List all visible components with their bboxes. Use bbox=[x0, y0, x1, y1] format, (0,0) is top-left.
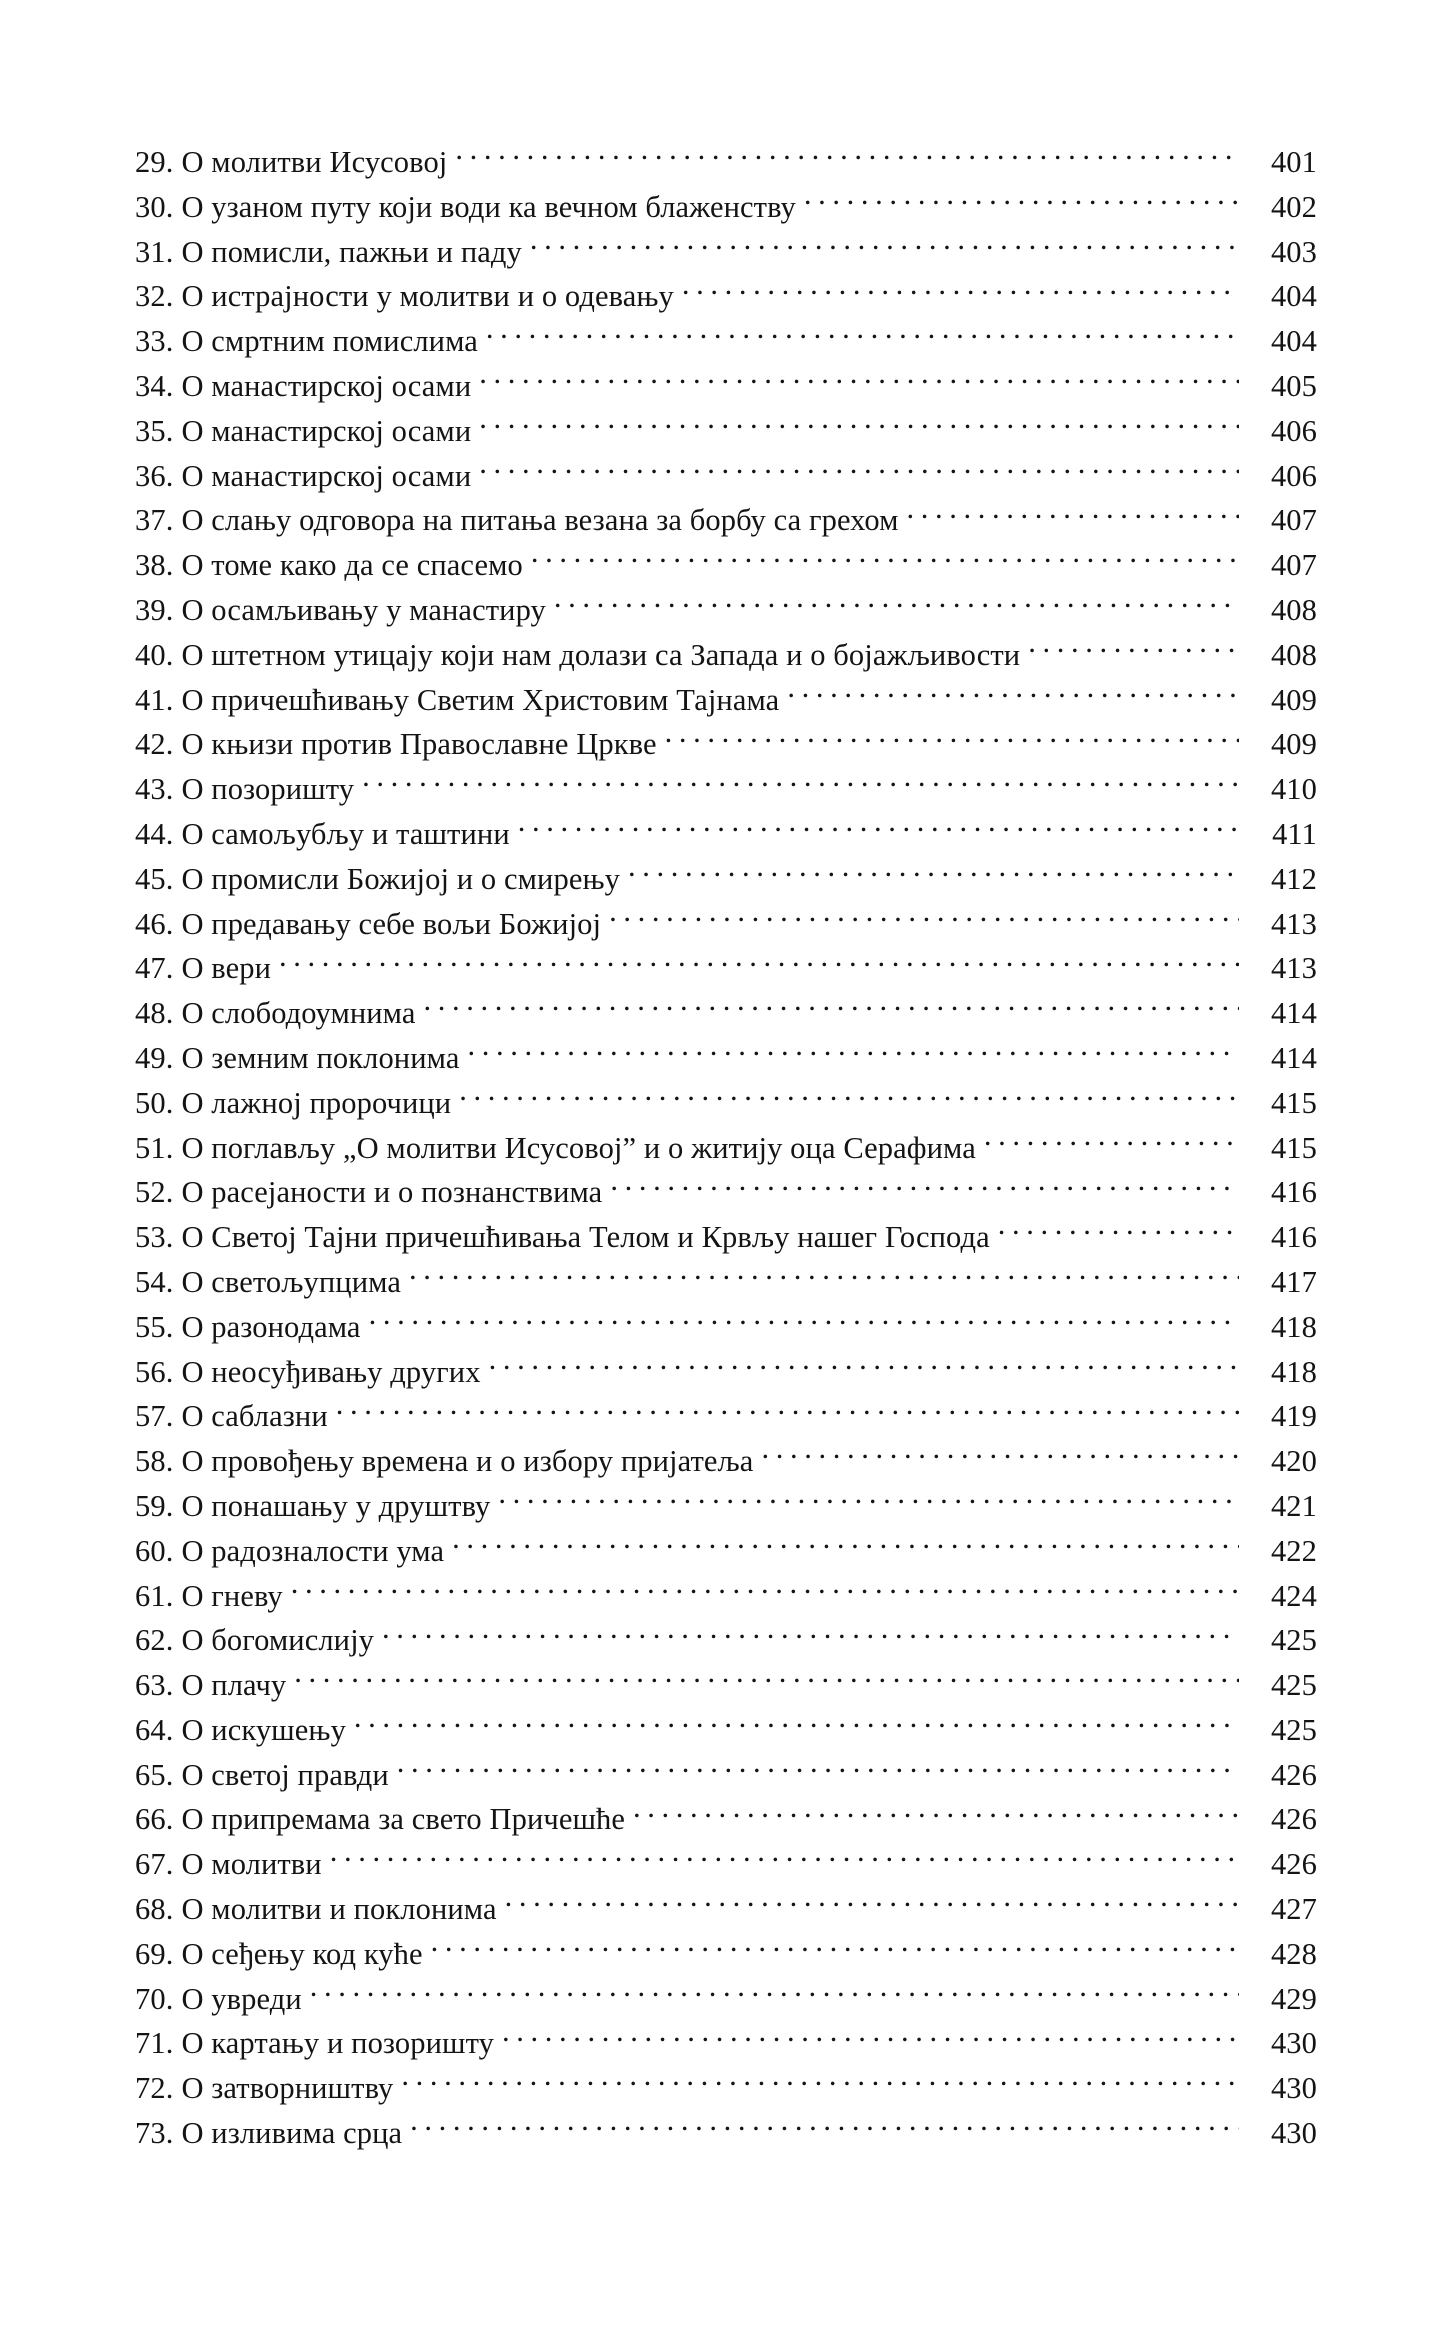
toc-entry-page-number: 426 bbox=[1270, 1802, 1317, 1837]
toc-leader-dots bbox=[431, 1933, 1239, 1964]
toc-entry-number: 31. bbox=[135, 234, 174, 269]
toc-leader-dots bbox=[610, 1172, 1239, 1203]
toc-leader-dots bbox=[479, 410, 1239, 441]
toc-entry[interactable] bbox=[135, 1708, 1317, 1753]
toc-entry-number: 66. bbox=[135, 1802, 174, 1837]
toc-entry[interactable] bbox=[135, 857, 1317, 902]
toc-entry-page-number: 429 bbox=[1270, 1981, 1317, 2016]
toc-entry-page-number: 412 bbox=[1270, 861, 1317, 896]
toc-entry-page-number: 416 bbox=[1270, 1175, 1317, 1210]
toc-entry-title: О манастирској осами bbox=[181, 368, 472, 403]
toc-leader-dots bbox=[665, 724, 1239, 755]
toc-entry[interactable] bbox=[135, 1081, 1317, 1126]
toc-entry-title: О увреди bbox=[181, 1981, 302, 2016]
toc-entry[interactable] bbox=[135, 1305, 1317, 1350]
toc-entry-title: О узаном путу који води ка вечном блаженству bbox=[181, 189, 796, 224]
toc-leader-dots bbox=[628, 858, 1239, 889]
toc-leader-dots bbox=[787, 679, 1239, 710]
toc-entry-title: О картању и позоришту bbox=[181, 2026, 494, 2061]
toc-entry-page-number: 426 bbox=[1270, 1757, 1317, 1792]
toc-entry-title: О поглављу „О молитви Исусовој” и о житију оца Серафима bbox=[181, 1130, 976, 1165]
toc-leader-dots bbox=[330, 1844, 1239, 1875]
toc-entry-number: 55. bbox=[135, 1309, 174, 1344]
toc-entry-number: 62. bbox=[135, 1623, 174, 1658]
toc-entry-number: 35. bbox=[135, 413, 174, 448]
toc-leader-dots bbox=[502, 2023, 1239, 2054]
toc-leader-dots bbox=[682, 276, 1239, 307]
toc-entry-title: О слободоумнима bbox=[181, 996, 416, 1031]
toc-entry-number: 58. bbox=[135, 1444, 174, 1479]
toc-leader-dots bbox=[336, 1396, 1239, 1427]
toc-entry[interactable] bbox=[135, 1484, 1317, 1529]
toc-entry[interactable] bbox=[135, 1126, 1317, 1171]
toc-entry-number: 50. bbox=[135, 1085, 174, 1120]
toc-leader-dots bbox=[998, 1217, 1239, 1248]
toc-entry[interactable] bbox=[135, 2021, 1317, 2066]
toc-entry-number: 45. bbox=[135, 861, 174, 896]
toc-entry-title: О неосуђивању других bbox=[181, 1354, 481, 1389]
toc-entry-number: 71. bbox=[135, 2026, 174, 2061]
toc-entry-page-number: 415 bbox=[1270, 1085, 1317, 1120]
toc-entry[interactable] bbox=[135, 1394, 1317, 1439]
toc-entry-page-number: 409 bbox=[1270, 682, 1317, 717]
toc-entry-number: 43. bbox=[135, 772, 174, 807]
toc-entry[interactable] bbox=[135, 678, 1317, 723]
toc-entry-page-number: 430 bbox=[1270, 2116, 1317, 2151]
toc-leader-dots bbox=[761, 1441, 1239, 1472]
toc-entry-title: О Светој Тајни причешћивања Телом и Крвљу нашег Господа bbox=[181, 1220, 990, 1255]
toc-entry-number: 73. bbox=[135, 2116, 174, 2151]
toc-entry-number: 70. bbox=[135, 1981, 174, 2016]
toc-entry-title: О томе како да се спасемо bbox=[181, 548, 523, 583]
toc-leader-dots bbox=[505, 1889, 1239, 1920]
toc-entry[interactable] bbox=[135, 1618, 1317, 1663]
toc-entry-number: 63. bbox=[135, 1668, 174, 1703]
toc-leader-dots bbox=[554, 589, 1239, 620]
toc-entry[interactable] bbox=[135, 1753, 1317, 1798]
toc-entry-title: О молитви Исусовој bbox=[181, 145, 448, 179]
toc-entry-number: 56. bbox=[135, 1354, 174, 1389]
toc-entry-number: 40. bbox=[135, 637, 174, 672]
toc-entry-title: О саблазни bbox=[181, 1399, 328, 1434]
toc-entry-title: О сеђењу код куће bbox=[181, 1936, 423, 1971]
toc-entry-page-number: 407 bbox=[1270, 503, 1317, 538]
toc-entry-page-number: 426 bbox=[1270, 1847, 1317, 1882]
toc-entry-number: 46. bbox=[135, 906, 174, 941]
toc-entry-page-number: 407 bbox=[1270, 548, 1317, 583]
toc-entry-title: О гневу bbox=[181, 1578, 283, 1613]
toc-entry-page-number: 414 bbox=[1270, 1040, 1317, 1075]
toc-entry[interactable] bbox=[135, 1529, 1317, 1574]
toc-entry-page-number: 428 bbox=[1270, 1936, 1317, 1971]
toc-entry[interactable] bbox=[135, 364, 1317, 409]
toc-entry-page-number: 419 bbox=[1270, 1399, 1317, 1434]
toc-leader-dots bbox=[291, 1575, 1239, 1606]
toc-leader-dots bbox=[907, 500, 1239, 531]
toc-entry-page-number: 413 bbox=[1270, 906, 1317, 941]
toc-leader-dots bbox=[518, 813, 1239, 844]
toc-entry-page-number: 413 bbox=[1270, 951, 1317, 986]
toc-entry-page-number: 425 bbox=[1270, 1712, 1317, 1747]
toc-entry-number: 42. bbox=[135, 727, 174, 762]
toc-entry-page-number: 414 bbox=[1270, 996, 1317, 1031]
toc-leader-dots bbox=[354, 1709, 1239, 1740]
toc-entry-page-number: 421 bbox=[1270, 1488, 1317, 1523]
toc-entry[interactable] bbox=[135, 543, 1317, 588]
toc-entry-title: О осамљивању у манастиру bbox=[181, 592, 546, 627]
toc-entry-title: О помисли, пажњи и паду bbox=[181, 234, 522, 269]
toc-entry-number: 32. bbox=[135, 279, 174, 314]
toc-entry[interactable] bbox=[135, 902, 1317, 947]
toc-entry-page-number: 425 bbox=[1270, 1668, 1317, 1703]
toc-entry-page-number: 422 bbox=[1270, 1533, 1317, 1568]
toc-entry-number: 33. bbox=[135, 324, 174, 359]
toc-entry-page-number: 405 bbox=[1270, 368, 1317, 403]
toc-leader-dots bbox=[479, 365, 1239, 396]
toc-entry-title: О штетном утицају који нам долази са Запада и о бојажљивости bbox=[181, 637, 1021, 672]
toc-entry-number: 72. bbox=[135, 2071, 174, 2106]
toc-entry-title: О богомислију bbox=[181, 1623, 375, 1658]
toc-entry-page-number: 424 bbox=[1270, 1578, 1317, 1613]
toc-leader-dots bbox=[424, 993, 1239, 1024]
toc-entry-page-number: 418 bbox=[1270, 1309, 1317, 1344]
toc-entry-page-number: 409 bbox=[1270, 727, 1317, 762]
toc-entry-title: О позоришту bbox=[181, 772, 355, 807]
toc-entry-title: О радозналости ума bbox=[181, 1533, 445, 1568]
toc-leader-dots bbox=[401, 2068, 1239, 2099]
toc-entry-number: 44. bbox=[135, 816, 174, 851]
toc-entry-page-number: 408 bbox=[1270, 592, 1317, 627]
toc-leader-dots bbox=[382, 1620, 1239, 1651]
toc-leader-dots bbox=[1028, 634, 1239, 665]
toc-entry-title: О припремама за свето Причешће bbox=[181, 1802, 626, 1837]
toc-entry-number: 52. bbox=[135, 1175, 174, 1210]
toc-entry-title: О промисли Божијој и о смирењу bbox=[181, 861, 620, 896]
toc-entry-title: О земним поклонима bbox=[181, 1040, 460, 1075]
toc-entry[interactable] bbox=[135, 1663, 1317, 1708]
toc-entry[interactable] bbox=[135, 185, 1317, 230]
toc-entry-title: О искушењу bbox=[181, 1712, 346, 1747]
toc-entry[interactable] bbox=[135, 812, 1317, 857]
toc-entry-page-number: 415 bbox=[1270, 1130, 1317, 1165]
toc-leader-dots bbox=[410, 2113, 1239, 2144]
toc-entry[interactable] bbox=[135, 722, 1317, 767]
toc-entry-number: 38. bbox=[135, 548, 174, 583]
toc-entry-title: О причешћивању Светим Христовим Тајнама bbox=[181, 682, 780, 717]
toc-entry[interactable] bbox=[135, 1439, 1317, 1484]
toc-entry-number: 67. bbox=[135, 1847, 174, 1882]
toc-entry-number: 41. bbox=[135, 682, 174, 717]
toc-entry-number: 68. bbox=[135, 1892, 174, 1927]
toc-entry-page-number: 420 bbox=[1270, 1444, 1317, 1479]
toc-entry-page-number: 406 bbox=[1270, 413, 1317, 448]
toc-leader-dots bbox=[609, 903, 1239, 934]
toc-leader-dots bbox=[459, 1082, 1239, 1113]
toc-entry[interactable] bbox=[135, 633, 1317, 678]
toc-entry-page-number: 427 bbox=[1270, 1892, 1317, 1927]
toc-entry-number: 51. bbox=[135, 1130, 174, 1165]
toc-entry[interactable] bbox=[135, 1215, 1317, 1260]
toc-entry-title: О лажној пророчици bbox=[181, 1085, 452, 1120]
toc-entry[interactable] bbox=[135, 498, 1317, 543]
toc-leader-dots bbox=[633, 1799, 1239, 1830]
toc-entry-title: О изливима срца bbox=[181, 2116, 403, 2151]
toc-entry-page-number: 404 bbox=[1270, 324, 1317, 359]
toc-leader-dots bbox=[452, 1530, 1239, 1561]
toc-entry-page-number: 411 bbox=[1272, 816, 1317, 851]
toc-entry[interactable] bbox=[135, 1932, 1317, 1977]
toc-leader-dots bbox=[279, 948, 1239, 979]
toc-entry-number: 69. bbox=[135, 1936, 174, 1971]
toc-entry[interactable] bbox=[135, 2111, 1317, 2156]
toc-leader-dots bbox=[467, 1037, 1239, 1068]
toc-entry-title: О манастирској осами bbox=[181, 458, 472, 493]
toc-leader-dots bbox=[498, 1485, 1239, 1516]
toc-entry[interactable] bbox=[135, 767, 1317, 812]
toc-entry[interactable] bbox=[135, 409, 1317, 454]
toc-entry[interactable] bbox=[135, 946, 1317, 991]
table-of-contents-list bbox=[135, 140, 1317, 2156]
toc-entry-page-number: 404 bbox=[1270, 279, 1317, 314]
toc-leader-dots bbox=[489, 1351, 1239, 1382]
toc-entry-title: О затворништву bbox=[181, 2071, 394, 2106]
toc-entry[interactable] bbox=[135, 1574, 1317, 1619]
toc-entry[interactable] bbox=[135, 140, 1317, 185]
toc-entry-title: О слању одговора на питања везана за борбу са грехом bbox=[181, 503, 899, 538]
toc-entry-number: 54. bbox=[135, 1264, 174, 1299]
toc-leader-dots bbox=[455, 142, 1239, 173]
toc-entry-title: О плачу bbox=[181, 1668, 287, 1703]
toc-entry-number: 48. bbox=[135, 996, 174, 1031]
toc-entry-page-number: 417 bbox=[1270, 1264, 1317, 1299]
toc-entry-title: О предавању себе вољи Божијој bbox=[181, 906, 602, 941]
toc-entry-title: О смртним помислима bbox=[181, 324, 478, 359]
toc-entry-title: О вери bbox=[181, 951, 272, 986]
toc-entry[interactable] bbox=[135, 588, 1317, 633]
toc-leader-dots bbox=[984, 1127, 1239, 1158]
toc-entry-title: О провођењу времена и о избору пријатеља bbox=[181, 1444, 754, 1479]
toc-entry-number: 57. bbox=[135, 1399, 174, 1434]
toc-entry-title: О понашању у друштву bbox=[181, 1488, 491, 1523]
toc-entry-page-number: 418 bbox=[1270, 1354, 1317, 1389]
toc-entry-number: 49. bbox=[135, 1040, 174, 1075]
toc-entry-page-number: 406 bbox=[1270, 458, 1317, 493]
toc-leader-dots bbox=[479, 455, 1239, 486]
toc-entry-page-number: 408 bbox=[1270, 637, 1317, 672]
toc-entry[interactable] bbox=[135, 274, 1317, 319]
toc-entry-title: О самољубљу и таштини bbox=[181, 816, 510, 851]
toc-entry-number: 34. bbox=[135, 368, 174, 403]
toc-entry[interactable] bbox=[135, 454, 1317, 499]
toc-entry-number: 29. bbox=[135, 145, 174, 179]
toc-entry-title: О разонодама bbox=[181, 1309, 361, 1344]
toc-entry[interactable] bbox=[135, 2066, 1317, 2111]
toc-entry-number: 64. bbox=[135, 1712, 174, 1747]
toc-entry[interactable] bbox=[135, 1170, 1317, 1215]
toc-entry-page-number: 402 bbox=[1270, 189, 1317, 224]
toc-entry[interactable] bbox=[135, 1842, 1317, 1887]
toc-entry[interactable] bbox=[135, 991, 1317, 1036]
toc-entry-title: О светољупцима bbox=[181, 1264, 401, 1299]
toc-entry-title: О расејаности и о познанствима bbox=[181, 1175, 603, 1210]
toc-entry[interactable] bbox=[135, 319, 1317, 364]
toc-entry-number: 60. bbox=[135, 1533, 174, 1568]
toc-entry-title: О истрајности у молитви и о одевању bbox=[181, 279, 674, 314]
toc-entry-number: 47. bbox=[135, 951, 174, 986]
toc-entry-title: О манастирској осами bbox=[181, 413, 472, 448]
toc-leader-dots bbox=[804, 186, 1239, 217]
toc-entry-number: 61. bbox=[135, 1578, 174, 1613]
toc-entry[interactable] bbox=[135, 1350, 1317, 1395]
toc-entry-page-number: 401 bbox=[1270, 145, 1317, 179]
toc-entry-title: О молитви bbox=[181, 1847, 322, 1882]
toc-leader-dots bbox=[530, 231, 1239, 262]
toc-entry-page-number: 430 bbox=[1270, 2026, 1317, 2061]
toc-entry[interactable] bbox=[135, 230, 1317, 275]
toc-entry-page-number: 416 bbox=[1270, 1220, 1317, 1255]
toc-entry-title: О књизи против Православне Цркве bbox=[181, 727, 657, 762]
toc-entry-page-number: 425 bbox=[1270, 1623, 1317, 1658]
toc-leader-dots bbox=[409, 1261, 1239, 1292]
toc-entry-number: 39. bbox=[135, 592, 174, 627]
toc-leader-dots bbox=[294, 1665, 1239, 1696]
toc-leader-dots bbox=[362, 769, 1239, 800]
toc-leader-dots bbox=[369, 1306, 1239, 1337]
toc-entry-page-number: 403 bbox=[1270, 234, 1317, 269]
toc-entry-title: О молитви и поклонима bbox=[181, 1892, 497, 1927]
toc-entry-number: 59. bbox=[135, 1488, 174, 1523]
toc-entry-number: 65. bbox=[135, 1757, 174, 1792]
toc-entry-title: О светој правди bbox=[181, 1757, 389, 1792]
toc-entry-number: 30. bbox=[135, 189, 174, 224]
toc-entry-page-number: 410 bbox=[1270, 772, 1317, 807]
toc-leader-dots bbox=[486, 321, 1239, 352]
toc-entry[interactable] bbox=[135, 1260, 1317, 1305]
toc-entry-number: 36. bbox=[135, 458, 174, 493]
toc-entry-page-number: 430 bbox=[1270, 2071, 1317, 2106]
toc-entry[interactable] bbox=[135, 1036, 1317, 1081]
toc-entry[interactable] bbox=[135, 1887, 1317, 1932]
toc-entry-number: 37. bbox=[135, 503, 174, 538]
toc-entry-number: 53. bbox=[135, 1220, 174, 1255]
toc-leader-dots bbox=[531, 545, 1239, 576]
toc-leader-dots bbox=[397, 1754, 1239, 1785]
toc-entry[interactable] bbox=[135, 1977, 1317, 2022]
toc-leader-dots bbox=[310, 1978, 1239, 2009]
toc-entry[interactable] bbox=[135, 1797, 1317, 1842]
